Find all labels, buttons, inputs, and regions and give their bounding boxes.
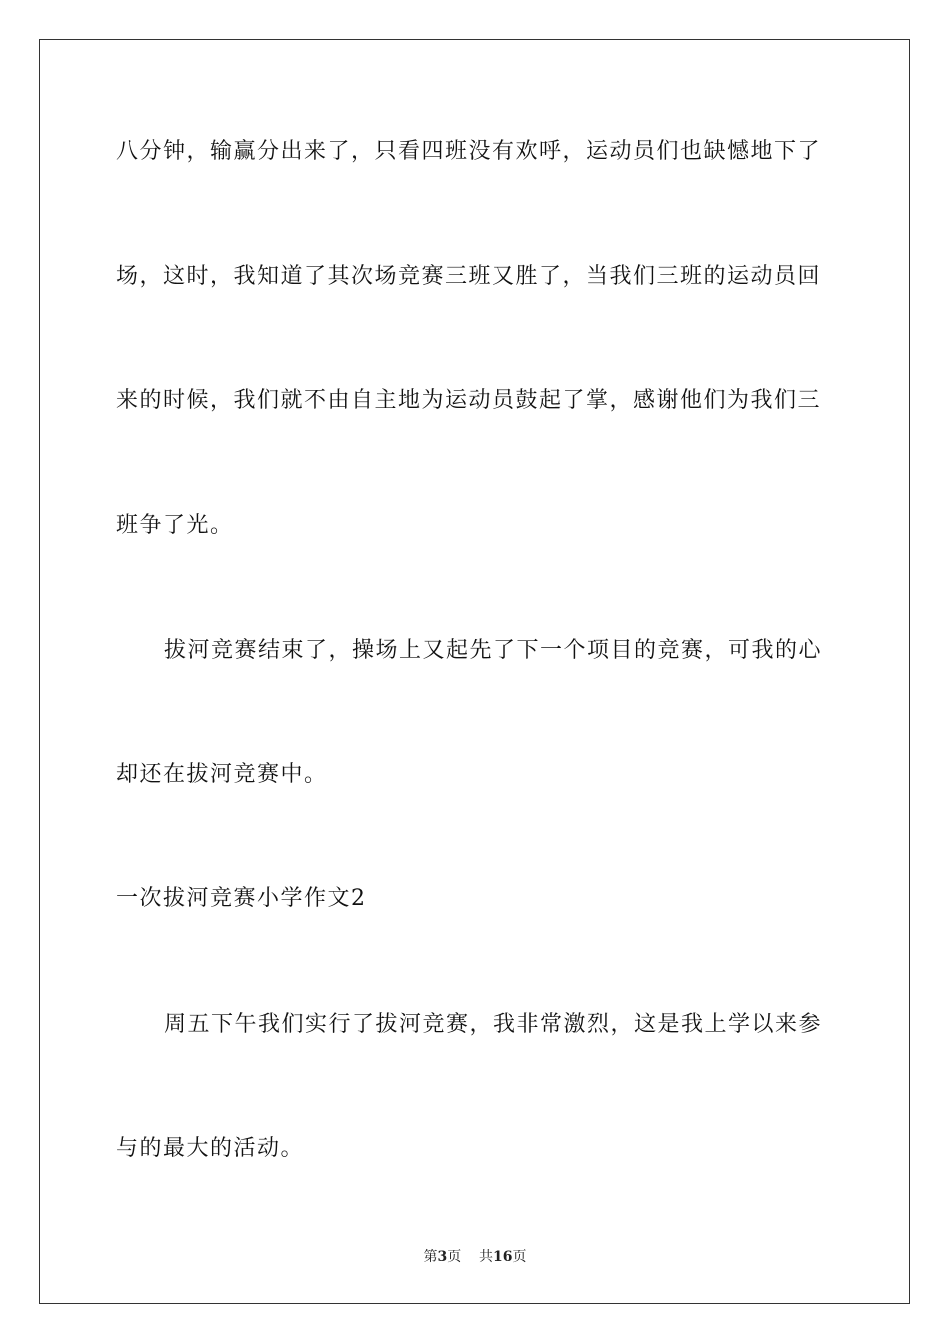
- page-prefix: 第: [423, 1249, 438, 1265]
- body-text-line: 来的时候，我们就不由自主地为运动员鼓起了掌，感谢他们为我们三: [116, 388, 822, 413]
- body-text-line: 与的最大的活动。: [116, 1136, 305, 1161]
- body-text-line: 八分钟，输赢分出来了，只看四班没有欢呼，运动员们也缺憾地下了: [116, 139, 822, 164]
- body-text-line: 却还在拔河竞赛中。: [116, 762, 328, 787]
- total-prefix: 共: [479, 1249, 494, 1265]
- paragraph-start-line: 周五下午我们实行了拔河竞赛，我非常激烈，这是我上学以来参: [164, 1012, 823, 1037]
- section-heading: 一次拔河竞赛小学作文2: [116, 886, 367, 911]
- page-suffix: 页: [447, 1249, 462, 1265]
- page-footer: [0, 1247, 950, 1267]
- total-suffix: 页: [512, 1249, 527, 1265]
- body-text-line: 场，这时，我知道了其次场竞赛三班又胜了，当我们三班的运动员回: [116, 264, 822, 289]
- current-page-number: 3: [437, 1249, 448, 1265]
- paragraph-start-line: 拔河竞赛结束了，操场上又起先了下一个项目的竞赛，可我的心: [164, 638, 823, 663]
- body-text-line: 班争了光。: [116, 513, 234, 538]
- page-frame: [39, 39, 910, 1304]
- total-page-count: 16: [493, 1249, 513, 1265]
